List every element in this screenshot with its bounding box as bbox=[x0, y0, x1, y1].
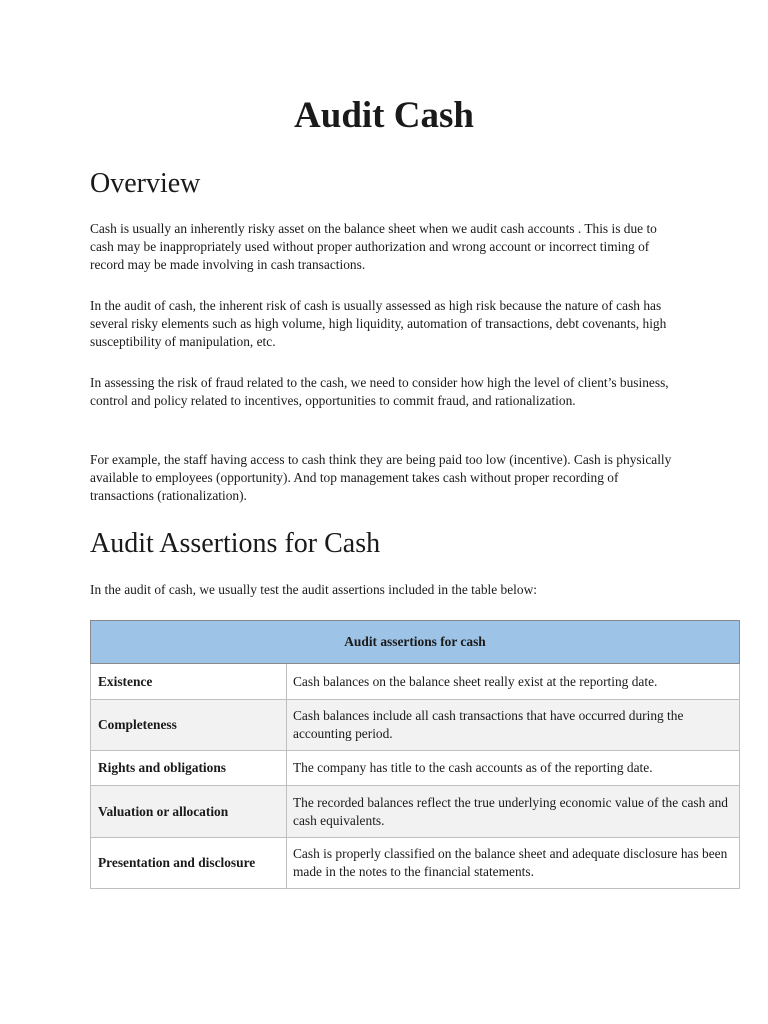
table-row bbox=[91, 664, 740, 700]
assertion-description: The recorded balances reflect the true underlying economic value of the cash and cash equivalents. bbox=[287, 786, 740, 838]
assertion-description: Cash is properly classified on the balance sheet and adequate disclosure has been made in the notes to the financial statements. bbox=[287, 838, 740, 889]
overview-heading: Overview bbox=[90, 168, 201, 199]
assertion-description: Cash balances include all cash transactions that have occurred during the accounting period. bbox=[287, 700, 740, 751]
assertion-name: Completeness bbox=[91, 700, 287, 751]
table-row bbox=[91, 786, 740, 838]
overview-paragraph-3: In assessing the risk of fraud related to the cash, we need to consider how high the level of client’s business, control and policy related to incentives, opportunities to commit fraud, and rationalization. bbox=[90, 375, 669, 408]
assertion-name: Existence bbox=[91, 664, 287, 700]
assertion-name: Rights and obligations bbox=[91, 751, 287, 786]
overview-paragraph-2: In the audit of cash, the inherent risk of cash is usually assessed as high risk because the nature of cash has several risky elements such as high volume, high liquidity, automation of transactions, debt covenants, high susceptibility of manipulation, etc. bbox=[90, 298, 667, 349]
overview-paragraph-4: For example, the staff having access to cash think they are being paid too low (incentive). Cash is physically available to employees (opportunity). And top management takes cash without proper recording of transactions (rationalization). bbox=[90, 452, 672, 503]
assertion-description: The company has title to the cash accounts as of the reporting date. bbox=[287, 751, 740, 786]
table-header-row bbox=[91, 621, 740, 664]
overview-paragraph-1: Cash is usually an inherently risky asset on the balance sheet when we audit cash accounts . This is due to cash may be inappropriately used without proper authorization and wrong account or incorrect timing of record may be made involving in cash transactions. bbox=[90, 221, 657, 272]
page-title: Audit Cash bbox=[294, 95, 474, 136]
assertion-description: Cash balances on the balance sheet really exist at the reporting date. bbox=[287, 664, 740, 700]
assertions-heading: Audit Assertions for Cash bbox=[90, 528, 381, 559]
table-row bbox=[91, 838, 740, 889]
assertion-name: Valuation or allocation bbox=[91, 786, 287, 838]
assertions-table bbox=[90, 620, 740, 889]
assertions-intro: In the audit of cash, we usually test the audit assertions included in the table below: bbox=[90, 582, 537, 597]
table-header: Audit assertions for cash bbox=[91, 621, 740, 664]
table-row bbox=[91, 751, 740, 786]
table-row bbox=[91, 700, 740, 751]
assertion-name: Presentation and disclosure bbox=[91, 838, 287, 889]
